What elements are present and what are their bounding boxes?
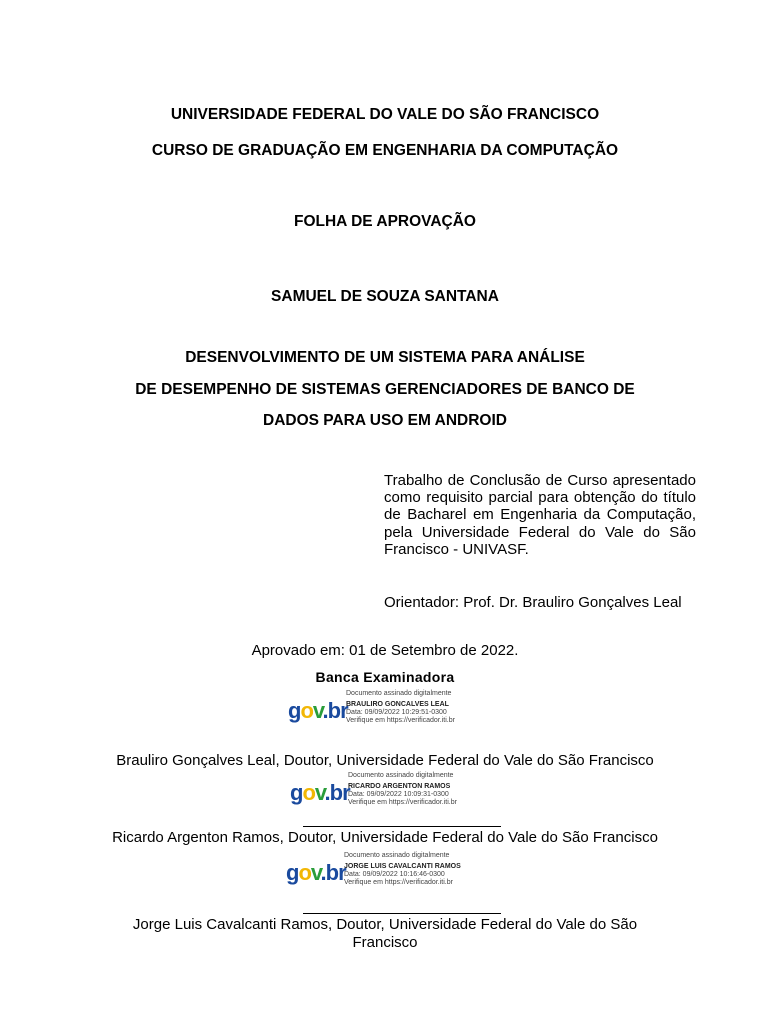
university-name: UNIVERSIDADE FEDERAL DO VALE DO SÃO FRANCISCO: [170, 106, 600, 123]
signature-date: Data: 09/09/2022 10:09:31-0300: [348, 791, 449, 798]
govbr-logo: gov.br: [288, 698, 348, 723]
advisor-line: Orientador: Prof. Dr. Brauliro Gonçalves Leal: [384, 594, 682, 611]
signature-verify-link[interactable]: Verifique em https://verificador.iti.br: [348, 799, 457, 806]
signature-verify-link[interactable]: Verifique em https://verificador.iti.br: [346, 717, 455, 724]
thesis-description: Trabalho de Conclusão de Curso apresentado como requisito parcial para obtenção do título de Bacharel em Engenharia da Computação, pela Universidade Federal do Vale do São Francisco - UNIVASF.: [384, 472, 696, 558]
board-member-3-line-1: Jorge Luis Cavalcanti Ramos, Doutor, Universidade Federal do Vale do São: [132, 916, 638, 933]
digital-signature-3: [286, 852, 486, 896]
signature-header: Documento assinado digitalmente: [346, 690, 452, 697]
author-name: SAMUEL DE SOUZA SANTANA: [271, 288, 499, 305]
signature-line-3: [303, 913, 501, 914]
course-name: CURSO DE GRADUAÇÃO EM ENGENHARIA DA COMPUTAÇÃO: [151, 142, 619, 159]
signature-date: Data: 09/09/2022 10:16:46-0300: [344, 871, 445, 878]
govbr-logo: gov.br: [290, 780, 350, 805]
govbr-logo: gov.br: [286, 860, 346, 885]
signer-name: RICARDO ARGENTON RAMOS: [348, 783, 451, 790]
signature-date: Data: 09/09/2022 10:29:51-0300: [346, 709, 447, 716]
digital-signature-2: [290, 772, 490, 816]
digital-signature-1: [288, 690, 488, 734]
board-member-1: Brauliro Gonçalves Leal, Doutor, Universidade Federal do Vale do São Francisco: [116, 752, 654, 769]
thesis-title-line-3: DADOS PARA USO EM ANDROID: [263, 412, 507, 429]
signature-line-2: [303, 826, 501, 827]
signature-header: Documento assinado digitalmente: [344, 852, 450, 859]
approval-date: Aprovado em: 01 de Setembro de 2022.: [251, 642, 519, 659]
signer-name: BRAULIRO GONCALVES LEAL: [346, 701, 449, 708]
signature-header: Documento assinado digitalmente: [348, 772, 454, 779]
board-title: Banca Examinadora: [315, 669, 455, 685]
board-member-3-line-2: Francisco: [352, 934, 418, 951]
thesis-title-line-2: DE DESEMPENHO DE SISTEMAS GERENCIADORES DE BANCO DE: [135, 381, 635, 398]
board-member-2: Ricardo Argenton Ramos, Doutor, Universidade Federal do Vale do São Francisco: [112, 829, 658, 846]
sheet-title: FOLHA DE APROVAÇÃO: [294, 213, 476, 230]
thesis-title-line-1: DESENVOLVIMENTO DE UM SISTEMA PARA ANÁLISE: [185, 349, 585, 366]
signature-verify-link[interactable]: Verifique em https://verificador.iti.br: [344, 879, 453, 886]
signer-name: JORGE LUIS CAVALCANTI RAMOS: [344, 863, 461, 870]
